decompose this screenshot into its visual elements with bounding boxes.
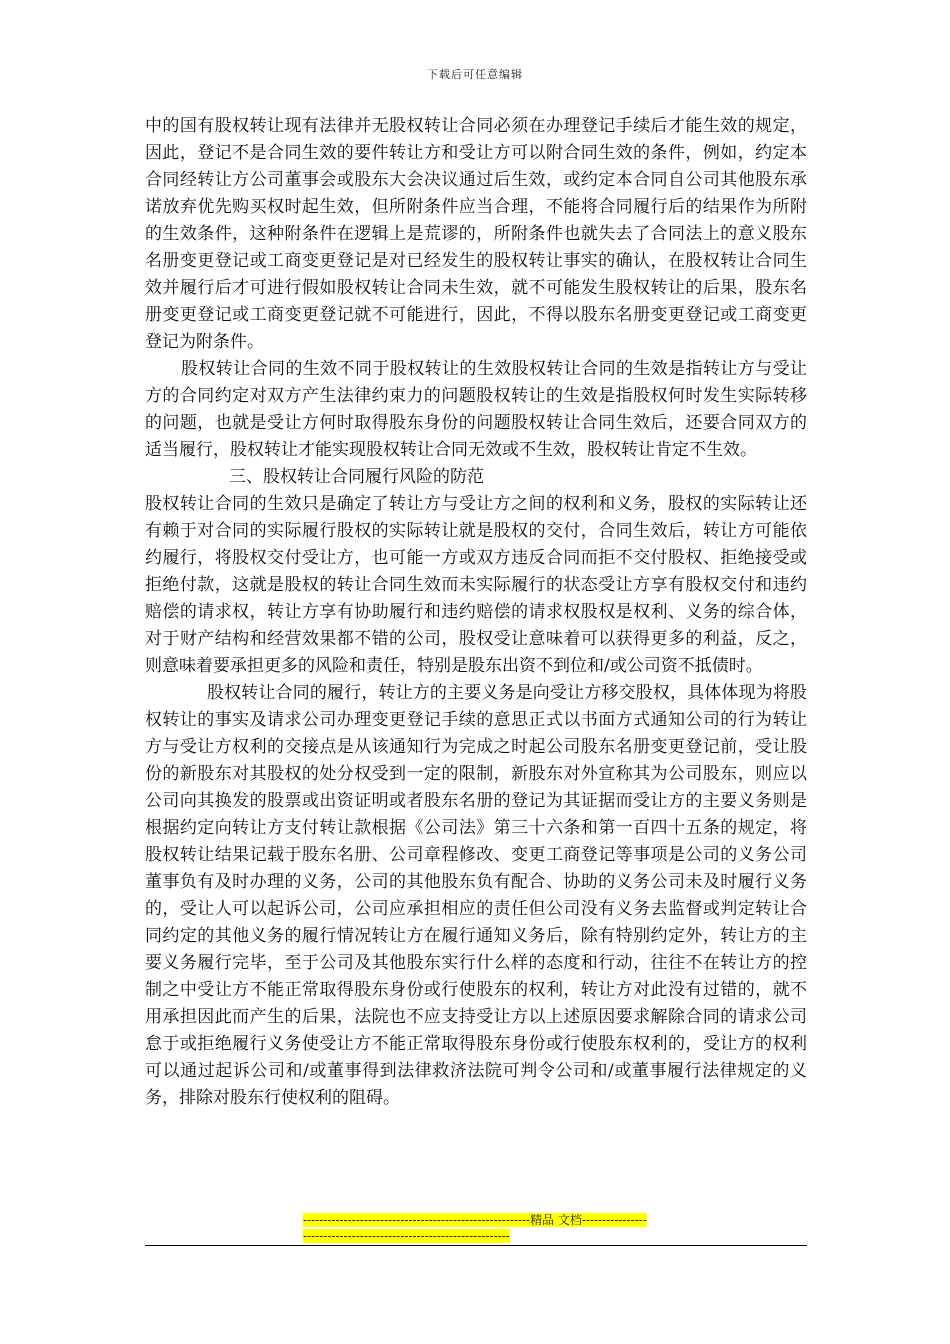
footer-highlight-text: --------------------------------------------------------精品 文档------------------------------------------------------------------- xyxy=(303,1213,647,1243)
page-header: 下载后可任意编辑 xyxy=(427,68,523,81)
paragraph-4: 股权转让合同的履行，转让方的主要义务是向受让方移交股权，具体体现为将股权转让的事实及请求公司办理变更登记手续的意思正式以书面方式通知公司的行为转让方与受让方权利的交接点是从该通知行为完成之时起公司股东名册变更登记前，受让股份的新股东对其股权的处分权受到一定的限制，新股东对外宣称其为公司股东，则应以公司向其换发的股票或出资证明或者股东名册的登记为其证据而受让方的主要义务则是根据约定向转让方支付转让款根据《公司法》第三十六条和第一百四十五条的规定，将股权转让结果记载于股东名册、公司章程修改、变更工商登记等事项是公司的义务公司董事负有及时办理的义务，公司的其他股东负有配合、协助的义务公司未及时履行义务的，受让人可以起诉公司，公司应承担相应的责任但公司没有义务去监督或判定转让合同约定的其他义务的履行情况转让方在履行通知义务后，除有特别约定外，转让方的主要义务履行完毕，至于公司及其他股东实行什么样的态度和行动，往往不在转让方的控制之中受让方不能正常取得股东身份或行使股东的权利，转让方对此没有过错的，就不用承担因此而产生的后果，法院也不应支持受让方以上述原因要求解除合同的请求公司怠于或拒绝履行义务使受让方不能正常取得股东身份或行使股东权利的，受让方的权利可以通过起诉公司和/或董事得到法律救济法院可判令公司和/或董事履行法律规定的义务，排除对股东行使权利的阻碍。 xyxy=(145,683,807,1108)
document-body xyxy=(145,113,807,1112)
paragraph-1: 中的国有股权转让现有法律并无股权转让合同必须在办理登记手续后才能生效的规定，因此，登记不是合同生效的要件转让方和受让方可以附合同生效的条件，例如，约定本合同经转让方公司董事会或股东大会决议通过后生效，或约定本合同自公司其他股东承诺放弃优先购买权时起生效，但所附条件应当合理，不能将合同履行后的结果作为所附的生效条件，这种附条件在逻辑上是荒谬的，所附条件也就失去了合同法上的意义股东名册变更登记或工商变更登记是对已经发生的股权转让事实的确认，在股权转让合同生效并履行后才可进行假如股权转让合同未生效，就不可能发生股权转让的后果，股东名册变更登记或工商变更登记就不可能进行，因此，不得以股东名册变更登记或工商变更登记为附条件。 xyxy=(145,116,807,352)
section-heading: 三、股权转让合同履行风险的防范 xyxy=(229,467,484,487)
footer-watermark xyxy=(303,1212,648,1244)
paragraph-2: 股权转让合同的生效不同于股权转让的生效股权转让合同的生效是指转让方与受让方的合同约定对双方产生法律约束力的问题股权转让的生效是指股权何时发生实际转移的问题，也就是受让方何时取得股东身份的问题股权转让合同生效后，还要合同双方的适当履行，股权转让才能实现股权转让合同无效或不生效，股权转让肯定不生效。 xyxy=(145,359,807,460)
paragraph-3: 股权转让合同的生效只是确定了转让方与受让方之间的权利和义务，股权的实际转让还有赖于对合同的实际履行股权的实际转让就是股权的交付，合同生效后，转让方可能依约履行，将股权交付受让方，也可能一方或双方违反合同而拒不交付股权、拒绝接受或拒绝付款，这就是股权的转让合同生效而未实际履行的状态受让方享有股权交付和违约赔偿的请求权，转让方享有协助履行和违约赔偿的请求权股权是权利、义务的综合体，对于财产结构和经营效果都不错的公司，股权受让意味着可以获得更多的利益，反之，则意味着要承担更多的风险和责任，特别是股东出资不到位和/或公司资不抵债时。 xyxy=(145,494,807,676)
footer-divider xyxy=(145,1245,807,1246)
